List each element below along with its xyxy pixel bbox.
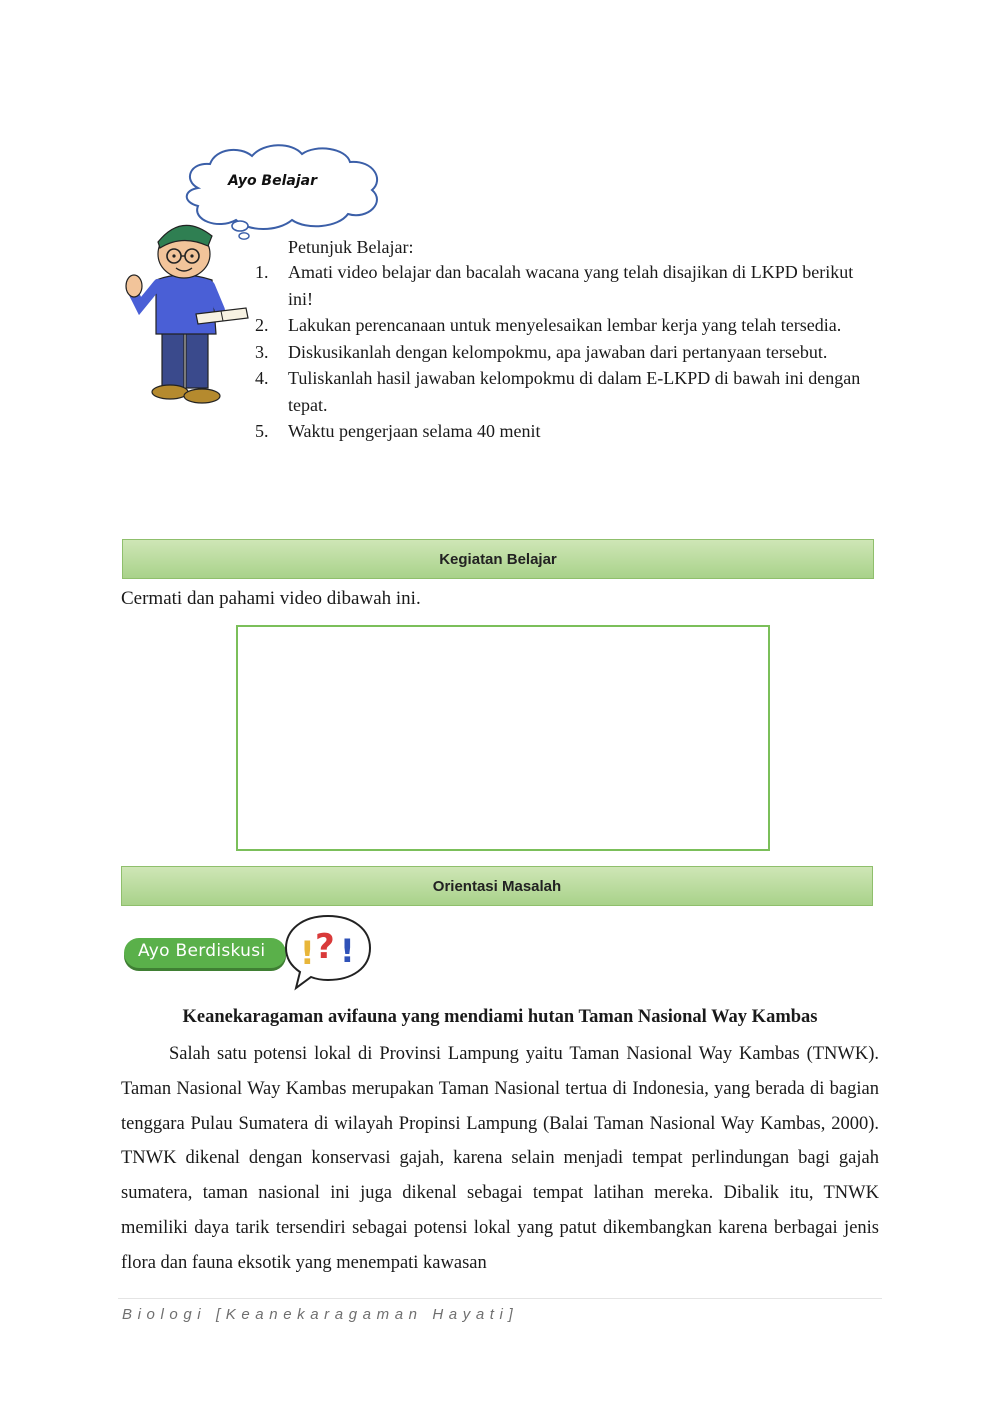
instruction-number: 5.	[255, 421, 269, 441]
orientasi-masalah-banner: Orientasi Masalah	[121, 866, 873, 906]
article-title: Keanekaragaman avifauna yang mendiami hutan Taman Nasional Way Kambas	[182, 1007, 818, 1027]
instruction-item	[255, 418, 875, 445]
instruction-item	[255, 365, 875, 418]
video-instruction-text: Cermati dan pahami video dibawah ini.	[121, 588, 421, 609]
video-player[interactable]	[236, 625, 770, 851]
instruction-number: 4.	[255, 368, 269, 388]
footer-text: Biologi [Keanekaragaman Hayati]	[122, 1306, 519, 1323]
instruction-item	[255, 312, 875, 339]
instruction-text: Lakukan perencanaan untuk menyelesaikan lembar kerja yang telah tersedia.	[288, 315, 842, 335]
instruction-text: Diskusikanlah dengan kelompokmu, apa jawaban dari pertanyaan tersebut.	[288, 341, 828, 362]
instruction-number: 1.	[255, 262, 269, 282]
svg-text:!: !	[300, 934, 315, 972]
instruction-number: 3.	[255, 341, 269, 362]
instruction-number: 2.	[255, 315, 269, 335]
svg-text:?: ?	[315, 927, 335, 967]
kegiatan-belajar-banner: Kegiatan Belajar	[122, 539, 874, 579]
ayo-berdiskusi-label: Ayo Berdiskusi	[138, 941, 266, 961]
instructions-list	[255, 259, 875, 445]
instruction-text: Waktu pengerjaan selama 40 menit	[288, 421, 541, 441]
instruction-item	[255, 259, 875, 312]
svg-text:!: !	[340, 932, 355, 970]
question-exclamation-bubble-icon	[282, 912, 374, 992]
footer-divider	[118, 1298, 882, 1299]
student-reading-illustration	[120, 210, 260, 410]
instruction-text: Tuliskanlah hasil jawaban kelompokmu di dalam E-LKPD di bawah ini dengan tepat.	[288, 368, 861, 415]
instruction-text: Amati video belajar dan bacalah wacana yang telah disajikan di LKPD berikut ini!	[288, 262, 854, 309]
instruction-item	[255, 339, 875, 366]
article-body: Salah satu potensi lokal di Provinsi Lampung yaitu Taman Nasional Way Kambas (TNWK). Taman Nasional Way Kambas merupakan Taman Nasional tertua di Indonesia, yang berada di bagian tenggara Pulau Sumatera di wilayah Propinsi Lampung (Balai Taman Nasional Way Kambas, 2000). TNWK dikenal dengan konservasi gajah, karena selain menjadi tempat perlindungan bagi gajah sumatera, taman nasional ini juga dikenal sebagai tempat latihan mereka. Dibalik itu, TNWK memiliki daya tarik tersendiri sebagai potensi lokal yang patut dikembangkan karena berbagai jenis flora dan fauna eksotik yang menempati kawasan	[121, 1044, 879, 1273]
instructions-title: Petunjuk Belajar:	[288, 237, 414, 257]
cloud-label: Ayo Belajar	[228, 173, 317, 189]
